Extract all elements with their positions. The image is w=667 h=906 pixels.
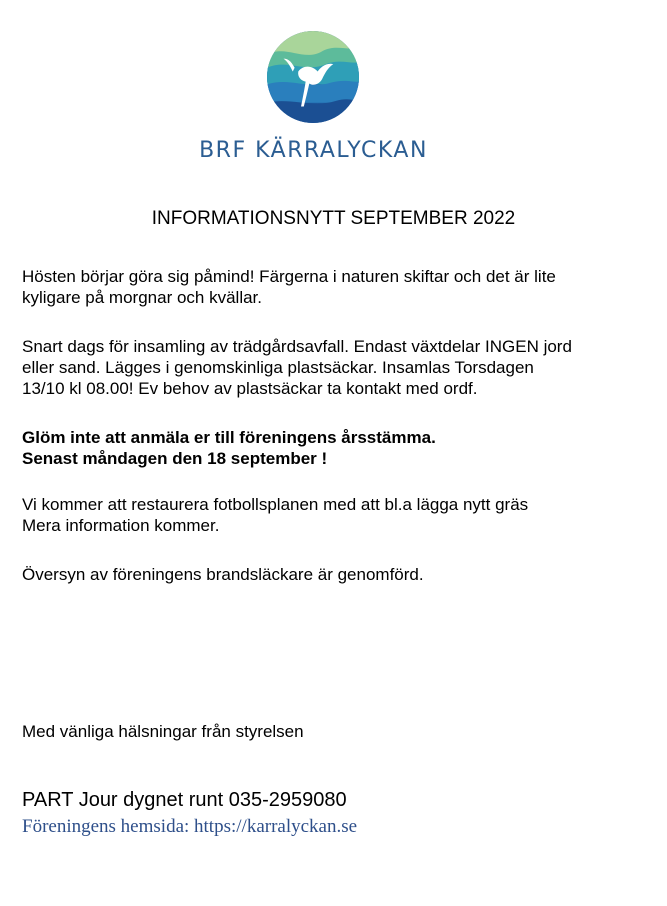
website-link[interactable]: Föreningens hemsida: https://karralyckan.se	[22, 816, 358, 837]
document-title: INFORMATIONSNYTT SEPTEMBER 2022	[151, 208, 516, 229]
paragraph-autumn: Hösten börjar göra sig påmind! Färgerna i naturen skiftar och det är lite kyligare på morgnar och kvällar.	[22, 267, 556, 307]
brf-karralyckan-logo-icon	[267, 31, 359, 123]
paragraph-fire-extinguishers: Översyn av föreningens brandsläckare är genomförd.	[22, 565, 424, 584]
jour-phone: PART Jour dygnet runt 035-2959080	[22, 789, 347, 811]
paragraph-garden-waste: Snart dags för insamling av trädgårdsavfall. Endast växtdelar INGEN jord eller sand. Lägges i genomskinliga plastsäckar. Insamlas Torsdagen 13/10 kl 08.00! Ev behov av plastsäckar ta kontakt med ordf.	[22, 337, 572, 398]
greeting: Med vänliga hälsningar från styrelsen	[22, 722, 304, 741]
brand-name: BRF KÄRRALYCKAN	[199, 138, 428, 163]
paragraph-annual-meeting: Glöm inte att anmäla er till föreningens årsstämma. Senast måndagen den 18 september !	[22, 428, 436, 468]
paragraph-football-field: Vi kommer att restaurera fotbollsplanen med att bl.a lägga nytt gräs Mera information kommer.	[22, 495, 529, 535]
